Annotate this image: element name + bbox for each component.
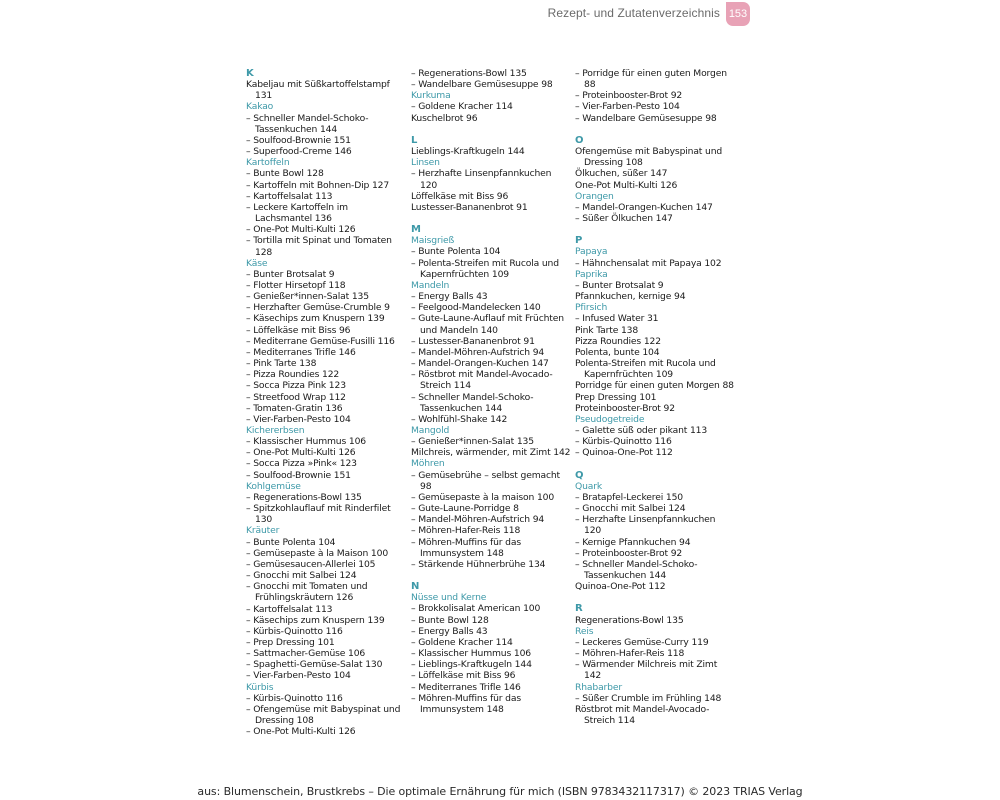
- index-ingredient-heading: Möhren: [411, 458, 445, 470]
- index-sub-entry: – Schneller Mandel-Schoko-Tassenkuchen 144: [411, 391, 534, 414]
- index-sub-entry: – Herzhafte Linsenpfannkuchen 120: [411, 168, 552, 191]
- index-sub-entry: – Spaghetti-Gemüse-Salat 130: [246, 659, 383, 671]
- index-sub-entry: – Möhren-Muffins für das Immunsystem 148: [411, 692, 521, 715]
- index-sub-entry: – Genießer*innen-Salat 135: [246, 291, 369, 303]
- index-sub-entry: – One-Pot Multi-Kulti 126: [246, 726, 356, 738]
- index-entry: Proteinbooster-Brot 92: [575, 402, 675, 414]
- index-sub-entry: – Schneller Mandel-Schoko-Tassenkuchen 144: [246, 112, 369, 135]
- index-sub-entry: – Streetfood Wrap 112: [246, 391, 346, 403]
- index-sub-entry: – Gemüsebrühe – selbst gemacht 98: [411, 469, 561, 492]
- index-ingredient-heading: Papaya: [575, 246, 608, 258]
- index-sub-entry: – Bunter Brotsalat 9: [575, 279, 664, 291]
- index-column-2: [411, 68, 571, 715]
- index-sub-entry: – Mandel-Möhren-Aufstrich 94: [411, 346, 545, 358]
- index-entry: Lustesser-Bananenbrot 91: [411, 201, 528, 213]
- index-entry: Polenta, bunte 104: [575, 346, 660, 358]
- index-letter-heading: O: [575, 134, 584, 146]
- index-ingredient-heading: Kakao: [246, 101, 274, 113]
- index-sub-entry: – Wärmender Milchreis mit Zimt 142: [575, 659, 718, 682]
- index-sub-entry: – Regenerations-Bowl 135: [411, 68, 527, 79]
- index-entry: Pink Tarte 138: [575, 324, 639, 336]
- index-sub-entry: – Ofengemüse mit Babyspinat und Dressing 108: [246, 703, 401, 727]
- index-sub-entry: – Klassischer Hummus 106: [246, 436, 366, 448]
- index-sub-entry: – Lieblings-Kraftkugeln 144: [411, 659, 532, 671]
- index-sub-entry: – Mediterranes Trifle 146: [246, 346, 356, 358]
- index-sub-entry: – Mediterrane Gemüse-Fusilli 116: [246, 335, 395, 347]
- index-entry: Lieblings-Kraftkugeln 144: [411, 146, 525, 158]
- index-column-1: [246, 68, 406, 737]
- index-sub-entry: – Socca Pizza »Pink« 123: [246, 458, 357, 470]
- index-sub-entry: – Soulfood-Brownie 151: [246, 134, 351, 146]
- index-letter-heading: L: [411, 134, 418, 146]
- index-column-3: [575, 68, 735, 726]
- index-entry: Porridge für einen guten Morgen 88: [575, 380, 734, 392]
- index-sub-entry: – Kürbis-Quinotto 116: [246, 692, 343, 704]
- index-sub-entry: – Käsechips zum Knuspern 139: [246, 614, 385, 626]
- index-entry: Regenerations-Bowl 135: [575, 614, 684, 626]
- index-entry: Kabeljau mit Süßkartoffelstampf 131: [246, 79, 390, 102]
- index-ingredient-heading: Pseudogetreide: [575, 413, 645, 425]
- index-columns: [246, 68, 766, 748]
- index-letter-heading: P: [575, 235, 583, 247]
- index-sub-entry: – Mandel-Orangen-Kuchen 147: [411, 358, 549, 370]
- index-entry: Prep Dressing 101: [575, 391, 657, 403]
- index-sub-entry: – Stärkende Hühnerbrühe 134: [411, 558, 546, 570]
- index-sub-entry: – Süßer Ölkuchen 147: [575, 213, 673, 225]
- index-sub-entry: – Vier-Farben-Pesto 104: [246, 413, 351, 425]
- index-sub-entry: – Löffelkäse mit Biss 96: [411, 670, 516, 682]
- index-sub-entry: – Tortilla mit Spinat und Tomaten 128: [246, 235, 392, 258]
- index-sub-entry: – Herzhafter Gemüse-Crumble 9: [246, 302, 390, 314]
- index-ingredient-heading: Käse: [246, 257, 268, 269]
- index-sub-entry: – Gute-Laune-Auflauf mit Früchten und Mandeln 140: [411, 313, 564, 336]
- index-entry: Löffelkäse mit Biss 96: [411, 190, 509, 202]
- index-sub-entry: – Möhren-Hafer-Reis 118: [575, 648, 685, 660]
- index-sub-entry: – Kernige Pfannkuchen 94: [575, 536, 691, 548]
- index-sub-entry: – Schneller Mandel-Schoko-Tassenkuchen 144: [575, 558, 698, 581]
- index-ingredient-heading: Kohlgemüse: [246, 480, 301, 492]
- source-footer: aus: Blumenschein, Brustkrebs – Die optimale Ernährung für mich (ISBN 9783432117317) © 2023 TRIAS Verlag: [197, 785, 803, 798]
- index-sub-entry: – Gemüsepaste à la maison 100: [411, 491, 555, 503]
- index-sub-entry: – Energy Balls 43: [411, 291, 488, 303]
- index-sub-entry: – Vier-Farben-Pesto 104: [246, 670, 351, 682]
- index-sub-entry: – Brokkolisalat American 100: [411, 603, 541, 615]
- index-sub-entry: – Herzhafte Linsenpfannkuchen 120: [575, 514, 716, 537]
- index-ingredient-heading: Rhabarber: [575, 681, 622, 693]
- index-sub-entry: – Sattmacher-Gemüse 106: [246, 648, 366, 660]
- index-sub-entry: – Röstbrot mit Mandel-Avocado-Streich 114: [411, 369, 553, 392]
- index-sub-entry: – Vier-Farben-Pesto 104: [575, 101, 680, 113]
- index-sub-entry: – Regenerations-Bowl 135: [246, 491, 362, 503]
- index-sub-entry: – Bunte Polenta 104: [411, 246, 501, 258]
- index-sub-entry: – One-Pot Multi-Kulti 126: [246, 224, 356, 236]
- index-sub-entry: – Kartoffelsalat 113: [246, 190, 333, 202]
- index-ingredient-heading: Linsen: [411, 157, 440, 169]
- index-sub-entry: – Gnocchi mit Tomaten und Frühlingskräutern 126: [246, 581, 368, 604]
- index-sub-entry: – Bunte Bowl 128: [246, 168, 324, 180]
- index-ingredient-heading: Nüsse und Kerne: [411, 592, 487, 604]
- index-sub-entry: – Möhren-Hafer-Reis 118: [411, 525, 521, 537]
- index-ingredient-heading: Mandeln: [411, 279, 450, 291]
- index-letter-heading: R: [575, 603, 583, 615]
- index-sub-entry: – Mandel-Möhren-Aufstrich 94: [411, 514, 545, 526]
- index-entry: Polenta-Streifen mit Rucola und Kapernfrüchten 109: [575, 358, 716, 381]
- index-ingredient-heading: Kichererbsen: [246, 425, 305, 436]
- index-entry: Röstbrot mit Mandel-Avocado-Streich 114: [575, 703, 710, 726]
- index-sub-entry: – Prep Dressing 101: [246, 636, 335, 648]
- index-entry: One-Pot Multi-Kulti 126: [575, 179, 678, 191]
- index-sub-entry: – Pink Tarte 138: [246, 358, 317, 370]
- index-sub-entry: – Proteinbooster-Brot 92: [575, 547, 683, 559]
- index-sub-entry: – Proteinbooster-Brot 92: [575, 90, 683, 102]
- index-sub-entry: – Gute-Laune-Porridge 8: [411, 503, 519, 515]
- index-sub-entry: – Wandelbare Gemüsesuppe 98: [411, 79, 553, 91]
- index-sub-entry: – Leckeres Gemüse-Curry 119: [575, 636, 709, 648]
- index-letter-heading: N: [411, 581, 420, 593]
- index-sub-entry: – Socca Pizza Pink 123: [246, 380, 346, 392]
- index-sub-entry: – Goldene Kracher 114: [411, 636, 513, 648]
- index-entry: Pfannkuchen, kernige 94: [575, 291, 686, 303]
- index-sub-entry: – Möhren-Muffins für das Immunsystem 148: [411, 536, 521, 559]
- index-sub-entry: – Infused Water 31: [575, 313, 659, 325]
- index-sub-entry: – Bunte Bowl 128: [411, 614, 489, 626]
- index-sub-entry: – Soulfood-Brownie 151: [246, 469, 351, 481]
- index-sub-entry: – Bunte Polenta 104: [246, 536, 336, 548]
- index-ingredient-heading: Reis: [575, 625, 594, 637]
- index-sub-entry: – One-Pot Multi-Kulti 126: [246, 447, 356, 459]
- index-sub-entry: – Löffelkäse mit Biss 96: [246, 324, 351, 336]
- page-number-badge: 153: [726, 2, 750, 26]
- index-sub-entry: – Kartoffeln mit Bohnen-Dip 127: [246, 179, 390, 191]
- index-sub-entry: – Gnocchi mit Salbei 124: [246, 570, 357, 582]
- index-ingredient-heading: Pfirsich: [575, 302, 608, 314]
- index-sub-entry: – Flotter Hirsetopf 118: [246, 279, 346, 291]
- index-sub-entry: – Goldene Kracher 114: [411, 101, 513, 113]
- index-ingredient-heading: Kürbis: [246, 681, 274, 693]
- index-sub-entry: – Pizza Roundies 122: [246, 369, 340, 381]
- index-letter-heading: Q: [575, 469, 584, 481]
- index-sub-entry: – Feelgood-Mandelecken 140: [411, 302, 541, 314]
- index-ingredient-heading: Paprika: [575, 268, 608, 280]
- index-ingredient-heading: Kräuter: [246, 525, 280, 537]
- index-letter-heading: K: [246, 68, 254, 79]
- index-ingredient-heading: Quark: [575, 480, 603, 492]
- index-sub-entry: – Wohlfühl-Shake 142: [411, 413, 508, 425]
- index-sub-entry: – Klassischer Hummus 106: [411, 648, 531, 660]
- index-sub-entry: – Kartoffelsalat 113: [246, 603, 333, 615]
- index-sub-entry: – Bunter Brotsalat 9: [246, 268, 335, 280]
- index-sub-entry: – Gemüsesaucen-Allerlei 105: [246, 558, 376, 570]
- index-sub-entry: – Spitzkohlauflauf mit Rinderfilet 130: [246, 503, 391, 526]
- index-letter-heading: M: [411, 224, 421, 236]
- index-sub-entry: – Superfood-Creme 146: [246, 146, 352, 158]
- index-sub-entry: – Hähnchensalat mit Papaya 102: [575, 257, 722, 269]
- index-sub-entry: – Gemüsepaste à la Maison 100: [246, 547, 389, 559]
- running-header-title: Rezept- und Zutatenverzeichnis: [547, 6, 720, 20]
- index-entry: Ölkuchen, süßer 147: [575, 168, 668, 180]
- index-sub-entry: – Gnocchi mit Salbei 124: [575, 503, 686, 515]
- index-sub-entry: – Tomaten-Gratin 136: [246, 402, 343, 414]
- index-ingredient-heading: Kurkuma: [411, 90, 451, 102]
- index-sub-entry: – Kürbis-Quinotto 116: [246, 625, 343, 637]
- index-ingredient-heading: Orangen: [575, 190, 614, 202]
- index-sub-entry: – Bratapfel-Leckerei 150: [575, 491, 683, 503]
- index-entry: Milchreis, wärmender, mit Zimt 142: [411, 447, 571, 459]
- index-sub-entry: – Lustesser-Bananenbrot 91: [411, 335, 535, 347]
- index-sub-entry: – Kürbis-Quinotto 116: [575, 436, 672, 448]
- index-sub-entry: – Genießer*innen-Salat 135: [411, 436, 534, 448]
- index-sub-entry: – Quinoa-One-Pot 112: [575, 447, 673, 459]
- index-entry: Pizza Roundies 122: [575, 335, 661, 347]
- index-ingredient-heading: Kartoffeln: [246, 157, 290, 169]
- index-sub-entry: – Wandelbare Gemüsesuppe 98: [575, 112, 717, 124]
- index-sub-entry: – Polenta-Streifen mit Rucola und Kapernfrüchten 109: [411, 257, 559, 280]
- index-ingredient-heading: Maisgrieß: [411, 235, 455, 247]
- index-sub-entry: – Süßer Crumble im Frühling 148: [575, 692, 722, 704]
- index-sub-entry: – Mandel-Orangen-Kuchen 147: [575, 201, 713, 213]
- index-sub-entry: – Mediterranes Trifle 146: [411, 681, 521, 693]
- index-ingredient-heading: Mangold: [411, 424, 450, 436]
- index-entry: Ofengemüse mit Babyspinat und Dressing 108: [575, 146, 723, 169]
- index-sub-entry: – Energy Balls 43: [411, 625, 488, 637]
- index-entry: Kuschelbrot 96: [411, 112, 478, 124]
- index-sub-entry: – Galette süß oder pikant 113: [575, 424, 708, 436]
- index-entry: Quinoa-One-Pot 112: [575, 581, 666, 593]
- index-sub-entry: – Porridge für einen guten Morgen 88: [575, 68, 727, 91]
- index-sub-entry: – Leckere Kartoffeln im Lachsmantel 136: [246, 201, 348, 225]
- index-sub-entry: – Käsechips zum Knuspern 139: [246, 313, 385, 325]
